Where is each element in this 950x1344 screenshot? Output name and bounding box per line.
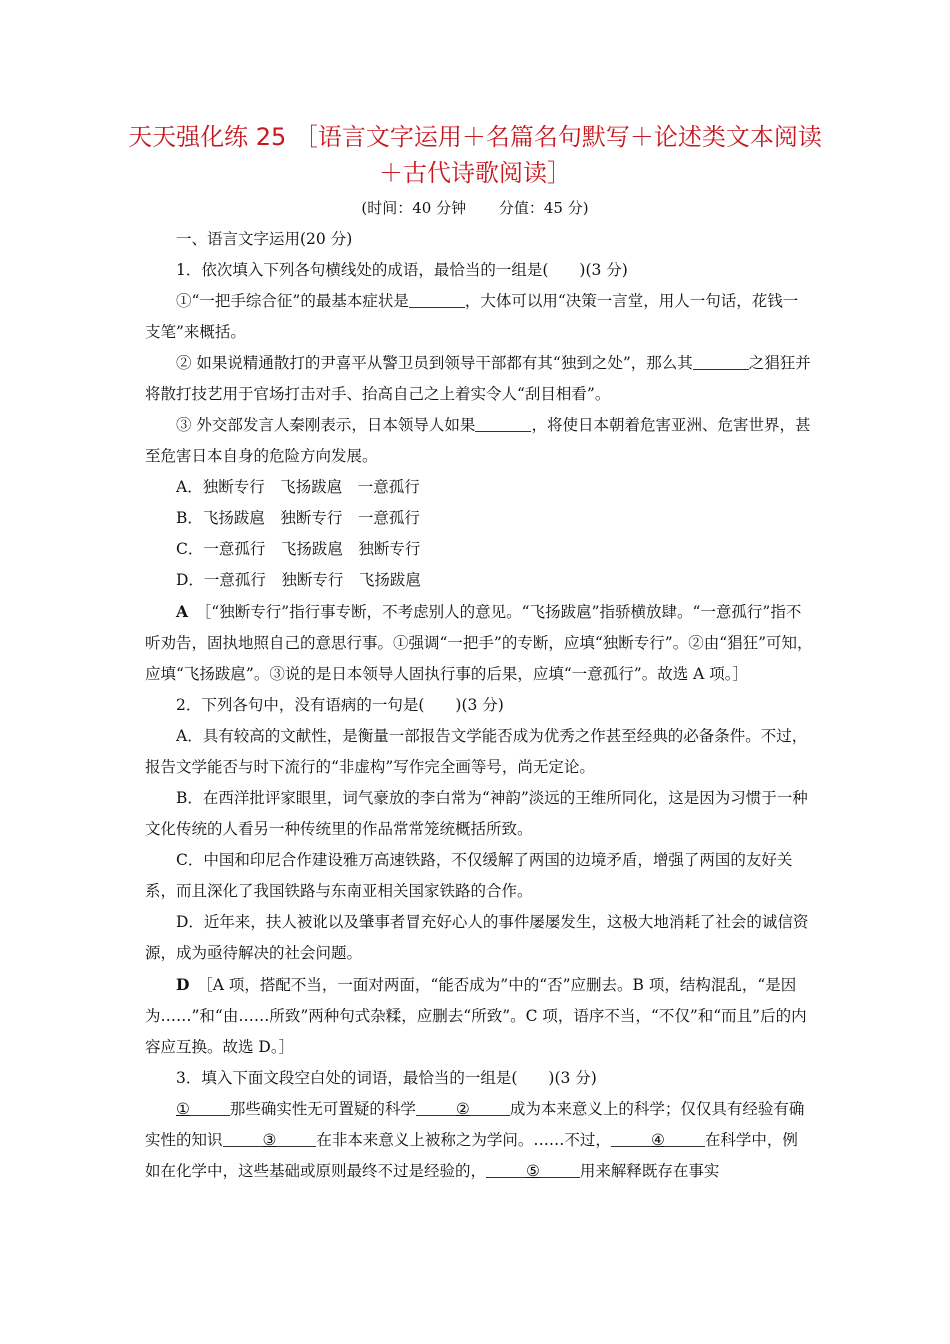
blank-marker-4: ④ <box>650 1131 665 1149</box>
q2-option-c: C．中国和印尼合作建设雅万高速铁路，不仅缓解了两国的边境矛盾，增强了两国的友好关系，而且深化了我国铁路与东南亚相关国家铁路的合作。 <box>145 851 793 900</box>
q3-stem: 3．填入下面文段空白处的词语，最恰当的一组是( )(3 分) <box>176 1069 597 1087</box>
blank-line <box>190 1097 230 1116</box>
blank-line <box>540 1159 580 1178</box>
time-limit: (时间：40 分钟 <box>361 199 467 217</box>
q1-s3-text-b: ，将使日本朝着危害亚洲、危害世界，甚至危害日本自身的危险方向发展。 <box>145 416 811 465</box>
q2-stem: 2．下列各句中，没有语病的一句是( )(3 分) <box>176 696 504 714</box>
q2-answer <box>145 969 813 1063</box>
q1-sentence-2 <box>145 348 813 410</box>
q1-s1-text-a: ①“一把手综合征”的最基本症状是 <box>176 292 409 310</box>
section-heading: 一、语言文字运用(20 分) <box>176 230 353 248</box>
q2-option-a: A．具有较高的文献性，是衡量一部报告文学能否成为优秀之作甚至经典的必备条件。不过，报告文学能否与时下流行的“非虚构”写作完全画等号，尚无定论。 <box>145 727 808 776</box>
blank-marker-3: ③ <box>262 1131 277 1149</box>
blank-line <box>470 1097 510 1116</box>
q1-answer-letter: A <box>176 602 189 621</box>
q1-option-c: C．一意孤行 飞扬跋扈 独断专行 <box>176 540 421 558</box>
q1-sentence-1 <box>145 286 813 348</box>
blank-line <box>665 1128 705 1147</box>
q2-explanation: ［A 项，搭配不当，一面对两面，“能否成为”中的“否”应删去。B 项，结构混乱，“是因为……”和“由……所致”两种句式杂糅，应删去“所致”。C 项，语序不当，“不仅”和“而且”后的内容应互换。故选 D。］ <box>145 976 807 1056</box>
q1-explanation: ［“独断专行”指行事专断，不考虑别人的意见。“飞扬跋扈”指骄横放肆。“一意孤行”指不听劝告，固执地照自己的意思行事。①强调“一把手”的专断，应填“独断专行”。②由“猖狂”可知，应填“飞扬跋扈”。③说的是日本领导人固执行事的后果，应填“一意孤行”。故选 A 项。］ <box>145 603 813 683</box>
total-score: 分值：45 分) <box>498 199 589 217</box>
q1-stem: 1．依次填入下列各句横线处的成语，最恰当的一组是( )(3 分) <box>176 261 628 279</box>
q3-passage <box>145 1094 813 1187</box>
q3-text-1: 那些确实性无可置疑的科学 <box>229 1100 416 1118</box>
q3-text-3: 在非本来意义上被称之为学问。……不过， <box>316 1131 611 1149</box>
blank-line <box>276 1128 316 1147</box>
blank-marker-5: ⑤ <box>526 1162 540 1180</box>
title-line-1: 天天强化练 25 ［语言文字运用＋名篇名句默写＋论述类文本阅读 <box>128 123 822 151</box>
q1-s1-text-b: ，大体可以用“决策一言堂，用人一句话，花钱一支笔”来概括。 <box>145 292 799 341</box>
q1-s3-text-a: ③ 外交部发言人秦刚表示，日本领导人如果 <box>176 416 476 434</box>
blank-line <box>223 1128 263 1147</box>
q1-answer <box>145 596 813 690</box>
q1-sentence-3 <box>145 410 813 472</box>
q1-s2-text-b: 之猖狂并将散打技艺用于官场打击对手、抬高自己之上着实令人“刮目相看”。 <box>145 354 811 403</box>
exam-meta <box>0 197 950 219</box>
q1-s2-text-a: ② 如果说精通散打的尹喜平从警卫员到领导干部都有其“独到之处”，那么其 <box>176 354 693 372</box>
q2-option-b: B．在西洋批评家眼里，词气豪放的李白常为“神韵”淡远的王维所同化，这是因为习惯于一种文化传统的人看另一种传统里的作品常常笼统概括所致。 <box>145 789 808 838</box>
blank-marker-2: ② <box>455 1100 470 1118</box>
blank-line <box>611 1128 651 1147</box>
blank-line <box>486 1159 526 1178</box>
blank-line <box>693 351 749 370</box>
blank-line <box>475 413 531 432</box>
q2-answer-letter: D <box>176 975 190 994</box>
q2-option-d: D．近年来，扶人被讹以及肇事者冒充好心人的事件屡屡发生，这极大地消耗了社会的诚信资源，成为亟待解决的社会问题。 <box>145 913 809 962</box>
document-body <box>145 224 813 1187</box>
q1-option-d: D．一意孤行 独断专行 飞扬跋扈 <box>176 571 421 589</box>
blank-marker-1: ① <box>176 1100 190 1118</box>
q3-text-4: 在科学中，例如在化学中，这些基础或原则最终不过是经验的， <box>145 1131 798 1180</box>
q3-text-2: 成为本来意义上的科学；仅仅具有经验有确实性的知识 <box>145 1100 805 1149</box>
blank-line <box>409 289 465 308</box>
title-line-2: ＋古代诗歌阅读］ <box>379 159 571 187</box>
q1-option-a: A．独断专行 飞扬跋扈 一意孤行 <box>176 478 420 496</box>
blank-line <box>416 1097 456 1116</box>
q1-option-b: B．飞扬跋扈 独断专行 一意孤行 <box>176 509 420 527</box>
q3-text-5: 用来解释既存在事实 <box>579 1162 720 1180</box>
